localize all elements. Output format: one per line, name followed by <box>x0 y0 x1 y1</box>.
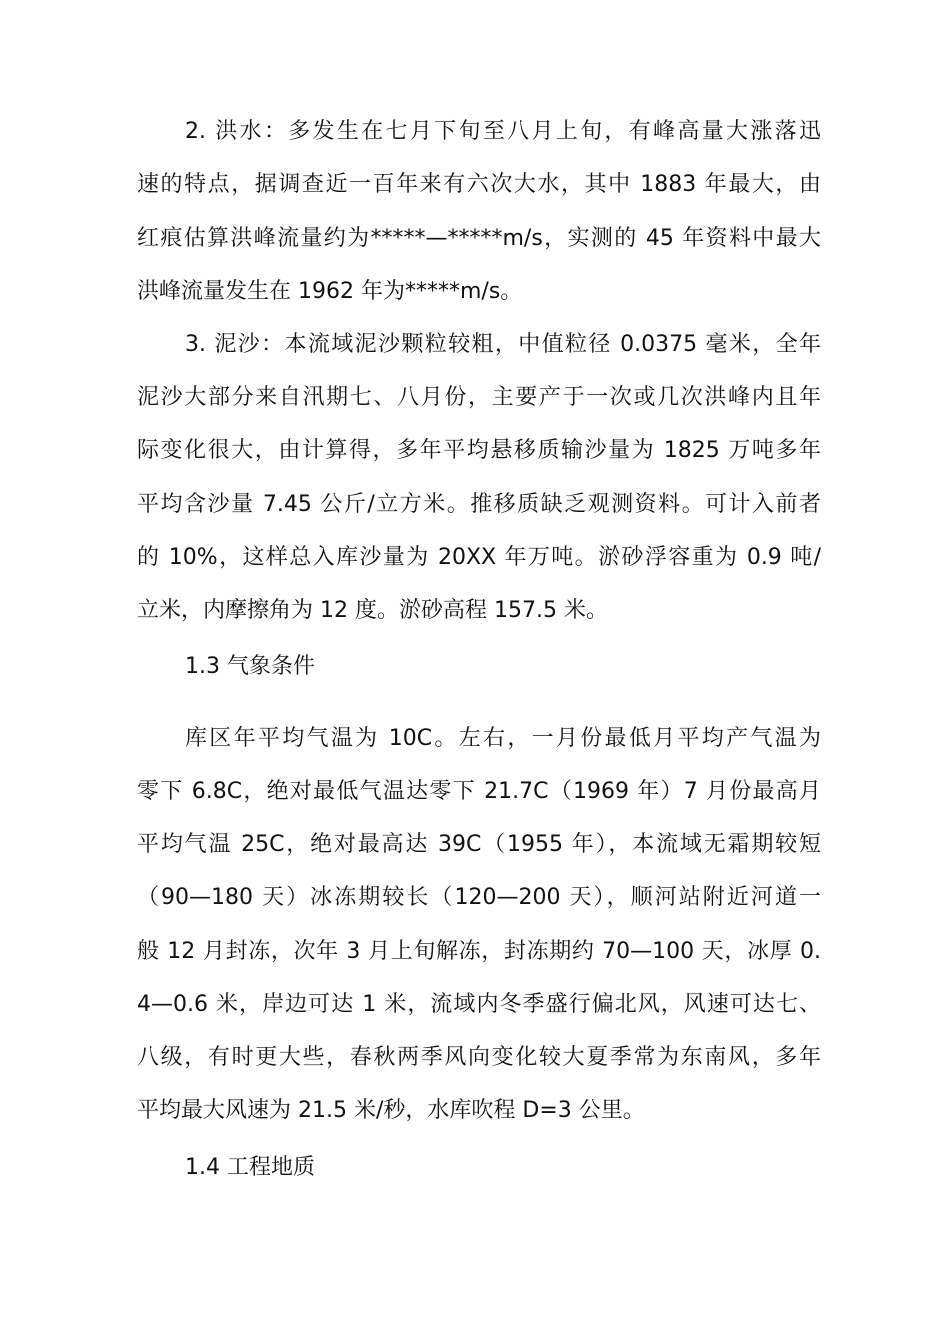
weather-paragraph-line-4: （90—180 天）冰冻期较长（120—200 天），顺河站附近河道一 <box>137 885 821 910</box>
sediment-paragraph-line-1: 3. 泥沙：本流域泥沙颗粒较粗，中值粒径 0.0375 毫米，全年 <box>185 332 821 357</box>
sediment-paragraph-line-5: 的 10%，这样总入库沙量为 20XX 年万吨。淤砂浮容重为 0.9 吨/ <box>137 545 821 570</box>
weather-paragraph-line-6: 4—0.6 米，岸边可达 1 米，流域内冬季盛行偏北风，风速可达七、 <box>137 992 821 1017</box>
flood-paragraph-line-3: 红痕估算洪峰流量约为*****—*****m/s，实测的 45 年资料中最大 <box>137 226 821 251</box>
weather-paragraph-line-1: 库区年平均气温为 10C。左右，一月份最低月平均产气温为 <box>185 726 821 751</box>
sediment-paragraph-line-6: 立米，内摩擦角为 12 度。淤砂高程 157.5 米。 <box>137 598 608 623</box>
flood-paragraph-line-1: 2. 洪水：多发生在七月下旬至八月上旬，有峰高量大涨落迅 <box>185 119 821 144</box>
weather-paragraph-line-8: 平均最大风速为 21.5 米/秒，水库吹程 D=3 公里。 <box>137 1098 645 1123</box>
flood-paragraph-line-4: 洪峰流量发生在 1962 年为*****m/s。 <box>137 279 523 304</box>
section-heading-weather: 1.3 气象条件 <box>185 654 315 679</box>
sediment-paragraph-line-2: 泥沙大部分来自汛期七、八月份，主要产于一次或几次洪峰内且年 <box>137 385 821 410</box>
weather-paragraph-line-5: 般 12 月封冻，次年 3 月上旬解冻，封冻期约 70—100 天，冰厚 0. <box>137 939 821 964</box>
sediment-paragraph-line-3: 际变化很大，由计算得，多年平均悬移质输沙量为 1825 万吨多年 <box>137 438 821 463</box>
weather-paragraph-line-7: 八级，有时更大些，春秋两季风向变化较大夏季常为东南风，多年 <box>137 1045 821 1070</box>
weather-paragraph-line-3: 平均气温 25C，绝对最高达 39C（1955 年），本流域无霜期较短 <box>137 832 821 857</box>
flood-paragraph-line-2: 速的特点，据调查近一百年来有六次大水，其中 1883 年最大，由 <box>137 172 821 197</box>
sediment-paragraph-line-4: 平均含沙量 7.45 公斤/立方米。推移质缺乏观测资料。可计入前者 <box>137 492 821 517</box>
section-heading-geology: 1.4 工程地质 <box>185 1155 315 1180</box>
weather-paragraph-line-2: 零下 6.8C，绝对最低气温达零下 21.7C（1969 年）7 月份最高月 <box>137 779 821 804</box>
